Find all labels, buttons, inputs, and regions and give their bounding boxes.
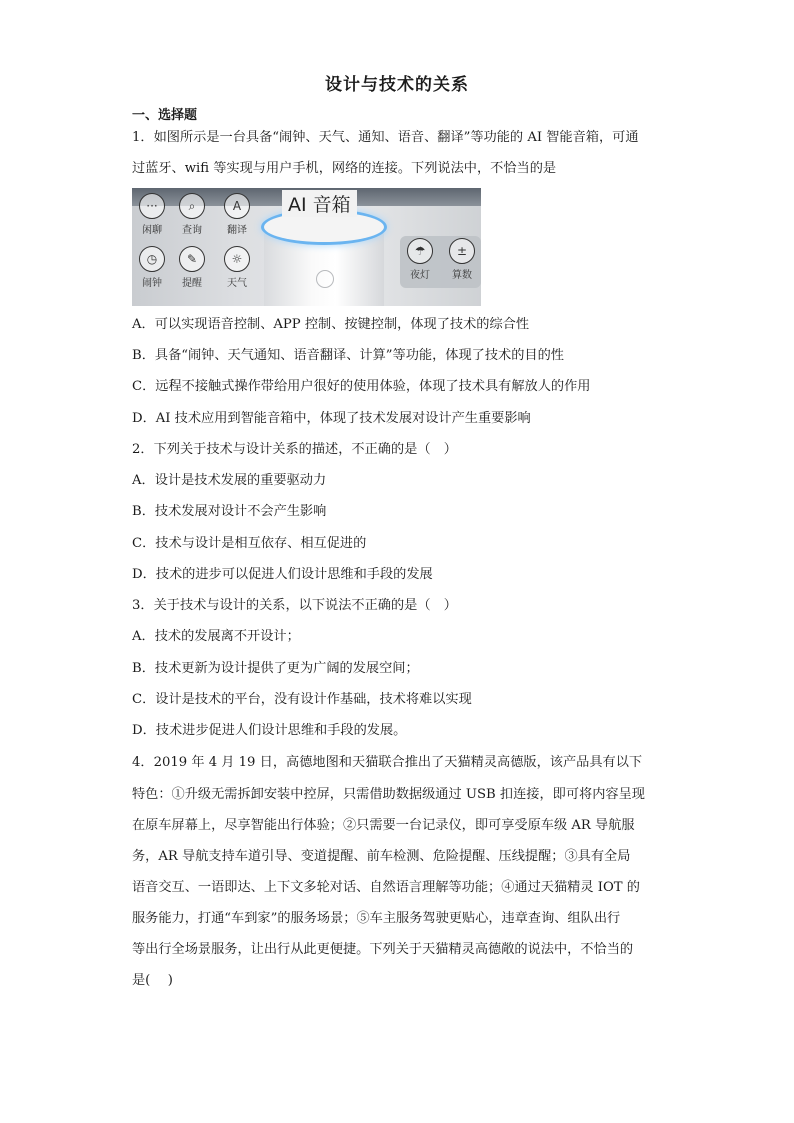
translate-icon: A bbox=[224, 193, 250, 219]
q2-option-b: B．技术发展对设计不会产生影响 bbox=[132, 504, 327, 519]
figure-icon-calculator bbox=[442, 238, 481, 281]
figure-icon-label: 天气 bbox=[227, 278, 247, 289]
q1-option-c: C．远程不接触式操作带给用户很好的使用体验，体现了技术具有解放人的作用 bbox=[132, 379, 591, 394]
q2-option-d: D．技术的进步可以促进人们设计思维和手段的发展 bbox=[132, 567, 433, 582]
figure-icon-label: 夜灯 bbox=[410, 270, 430, 281]
figure-icon-night-light bbox=[400, 238, 440, 281]
q1-stem-line2: 过蓝牙、wifi 等实现与用户手机，网络的连接。下列说法中，不恰当的是 bbox=[132, 161, 557, 176]
q4-stem-line7: 等出行全场景服务，让出行从此更便捷。下列关于天猫精灵高德敞的说法中，不恰当的 bbox=[132, 942, 634, 957]
alarm-icon: ◷ bbox=[139, 246, 165, 272]
section-heading: 一、选择题 bbox=[132, 108, 198, 123]
q1-stem-line1: 1．如图所示是一台具备“闹钟、天气、通知、语音、翻译”等功能的 AI 智能音箱，可通 bbox=[132, 130, 639, 145]
figure-icon-label: 算数 bbox=[452, 270, 472, 281]
q3-option-c: C．设计是技术的平台，没有设计作基础，技术将难以实现 bbox=[132, 692, 472, 707]
reminder-icon: ✎ bbox=[179, 246, 205, 272]
q3-stem: 3．关于技术与设计的关系，以下说法不正确的是（ ） bbox=[132, 598, 457, 613]
figure-icon-alarm bbox=[132, 246, 172, 289]
q4-stem-line2: 特色：①升级无需拆卸安装中控屏，只需借助数据级通过 USB 扣连接，即可将内容呈现 bbox=[132, 787, 645, 802]
figure-icon-label: 提醒 bbox=[182, 278, 202, 289]
weather-icon: ☼ bbox=[224, 246, 250, 272]
figure-icon-label: 翻译 bbox=[227, 225, 247, 236]
calculator-icon: ± bbox=[449, 238, 475, 264]
q4-stem-line3: 在原车屏幕上，尽享智能出行体验；②只需要一台记录仪，即可享受原车级 AR 导航服 bbox=[132, 818, 635, 833]
figure-icon-chat bbox=[132, 193, 172, 236]
q4-stem-line8: 是( ) bbox=[132, 973, 173, 988]
figure-icon-label: 闲聊 bbox=[142, 225, 162, 236]
q2-stem: 2．下列关于技术与设计关系的描述，不正确的是（ ） bbox=[132, 442, 457, 457]
q4-stem-line6: 服务能力，打通“车到家”的服务场景；⑤车主服务驾驶更贴心，违章查询、组队出行 bbox=[132, 911, 621, 926]
q1-figure bbox=[132, 188, 481, 306]
figure-icon-translate bbox=[217, 193, 257, 236]
q1-option-d: D．AI 技术应用到智能音箱中，体现了技术发展对设计产生重要影响 bbox=[132, 411, 531, 426]
figure-icon-search bbox=[172, 193, 212, 236]
page-title: 设计与技术的关系 bbox=[325, 75, 469, 95]
figure-icon-label: 闹钟 bbox=[142, 278, 162, 289]
q3-option-b: B．技术更新为设计提供了更为广阔的发展空间； bbox=[132, 661, 419, 676]
night-light-icon: ☂ bbox=[407, 238, 433, 264]
figure-title: AI 音箱 bbox=[282, 190, 357, 217]
q2-option-a: A．设计是技术发展的重要驱动力 bbox=[132, 473, 327, 488]
chat-icon: ··· bbox=[139, 193, 165, 219]
speaker-logo bbox=[316, 270, 334, 288]
q4-stem-line1: 4．2019 年 4 月 19 日，高德地图和天猫联合推出了天猫精灵高德版，该产品具有以下 bbox=[132, 755, 643, 770]
q1-option-b: B．具备“闹钟、天气通知、语音翻译、计算”等功能，体现了技术的目的性 bbox=[132, 348, 564, 363]
q4-stem-line4: 务，AR 导航支持车道引导、变道提醒、前车检测、危险提醒、压线提醒；③具有全局 bbox=[132, 849, 631, 864]
q3-option-a: A．技术的发展离不开设计； bbox=[132, 629, 300, 644]
q4-stem-line5: 语音交互、一语即达、上下文多轮对话、自然语言理解等功能；④通过天猫精灵 IOT 的 bbox=[132, 880, 640, 895]
q3-option-d: D．技术进步促进人们设计思维和手段的发展。 bbox=[132, 723, 407, 738]
speaker-illustration bbox=[264, 212, 384, 306]
figure-icon-weather bbox=[217, 246, 257, 289]
q1-option-a: A．可以实现语音控制、APP 控制、按键控制，体现了技术的综合性 bbox=[132, 317, 530, 332]
figure-icon-reminder bbox=[172, 246, 212, 289]
search-icon: ⌕ bbox=[179, 193, 205, 219]
figure-icon-label: 查询 bbox=[182, 225, 202, 236]
q2-option-c: C．技术与设计是相互依存、相互促进的 bbox=[132, 536, 367, 551]
